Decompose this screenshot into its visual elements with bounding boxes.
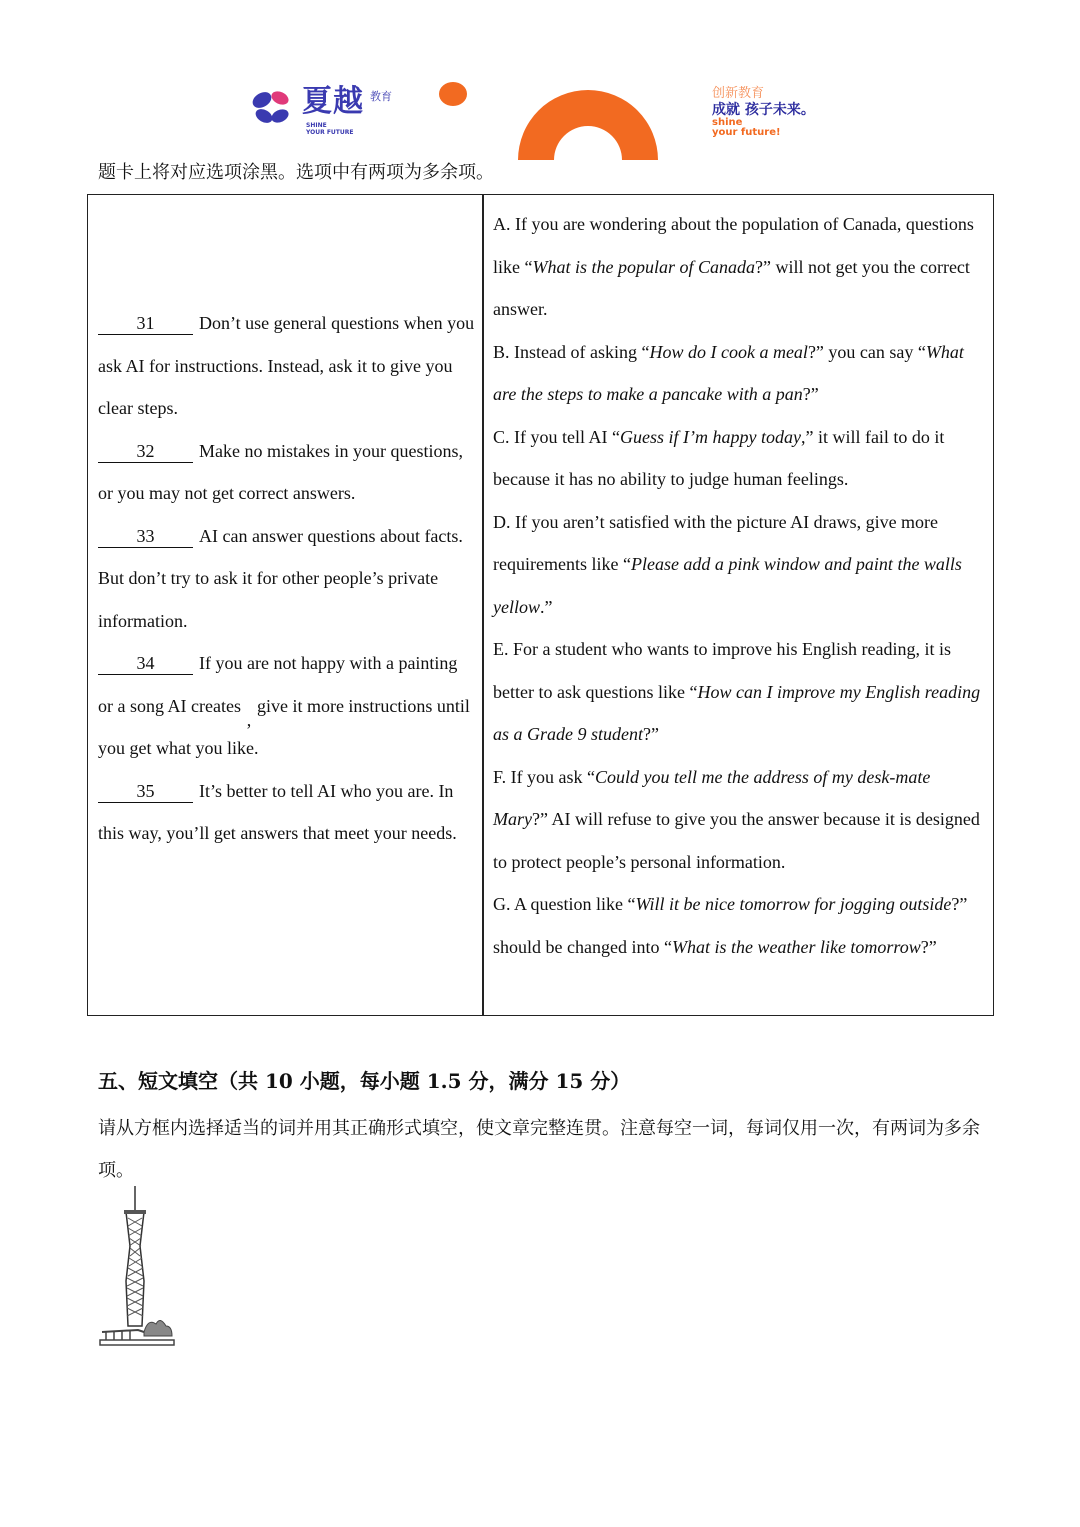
option-f [493,756,988,884]
option-a-pre: A. If you are wondering about the population of Canada, questions like “ [493,214,974,277]
section-5-instructions: 请从方框内选择适当的词并用其正确形式填空，使文章完整连贯。注意每空一词，每词仅用一次，有两词为多余项。 [98,1118,980,1181]
question-33-text: AI can answer questions about facts. But don’t try to ask it for other people’s private information. [98,525,463,631]
option-g-mid: ?” should be changed into “ [493,894,968,957]
option-d-example: Please add a pink window and paint the walls yellow [493,554,962,617]
option-b [493,331,988,416]
matching-table [87,194,994,1016]
answer-blank-32[interactable]: 32 [98,440,193,463]
option-e-post: ?” [643,724,659,744]
option-g-example-1: Will it be nice tomorrow for jogging outside [635,894,952,914]
questions-column [98,302,476,855]
option-b-example-2: What are the steps to make a pancake with a pan [493,341,964,404]
answer-blank-34[interactable]: 34 [98,652,193,675]
question-32-text: Make no mistakes in your questions, or you may not get correct answers. [98,440,463,503]
brand-tagline-line1: SHINE [306,122,327,129]
option-g-example-2: What is the weather like tomorrow [671,936,921,957]
option-f-pre: F. If you ask “ [493,766,596,787]
section-5-title: 五、短文填空（共 10 小题，每小题 1.5 分，满分 15 分） [98,1069,631,1093]
slogan-line4: your future! [712,127,781,138]
canton-tower-icon [98,1186,178,1348]
option-b-pre: B. Instead of asking “ [493,341,650,362]
option-b-post: ?” [802,384,819,404]
question-34-text-a: If you are not happy with a painting or a song AI creates [98,653,458,716]
orange-arc-decoration [518,90,658,160]
option-g-pre: G. A question like “ [493,894,636,914]
option-b-example-1: How do I cook a meal [649,341,808,362]
option-e-example: How can I improve my English reading as a Grade 9 student [493,681,981,744]
brand-name: 夏越 [302,84,364,119]
orange-dot-decoration [439,82,467,106]
slogan-block [712,86,852,138]
option-a-example: What is the popular of Canada [532,256,755,277]
answer-blank-35[interactable]: 35 [98,780,193,803]
question-34-comma: , [246,709,252,730]
brand-logo [250,84,400,140]
answer-blank-31[interactable]: 31 [98,312,193,335]
option-b-mid: ?” you can say “ [807,341,926,362]
option-e-pre: E. For a student who wants to improve his English reading, it is better to ask questions like “ [493,639,951,702]
brand-tagline [306,122,353,136]
option-c-example: Guess if I’m happy today [619,426,801,447]
page-header [0,0,1080,155]
question-32 [98,430,476,515]
options-column [493,203,988,968]
question-33 [98,515,476,643]
instruction-tail: 题卡上将对应选项涂黑。选项中有两项为多余项。 [98,162,494,183]
option-a-post: ?” will not get you the correct answer. [493,256,970,319]
question-34 [98,642,476,770]
option-f-post: ?” AI will refuse to give you the answer because it is designed to protect people’s personal information. [493,809,980,872]
option-a [493,203,988,331]
option-d [493,501,988,629]
flower-logo-icon [250,88,294,128]
option-c-post: ,” it will fail to do it because it has no ability to judge human feelings. [493,426,945,489]
question-35 [98,770,476,855]
option-d-post: .” [540,596,553,617]
answer-blank-33[interactable]: 33 [98,525,193,548]
question-31-text: Don’t use general questions when you ask AI for instructions. Instead, ask it to give you clear steps. [98,313,475,418]
option-f-example: Could you tell me the address of my desk-mate Mary [493,766,931,829]
slogan-line1: 创新教育 [712,86,765,101]
question-34-text-b: give it more instructions until you get what you like. [98,695,470,758]
option-g [493,883,988,968]
column-divider [482,195,484,1015]
question-31 [98,302,476,430]
option-c [493,416,988,501]
option-c-pre: C. If you tell AI “ [493,426,620,447]
brand-edu-label: 教育 [370,90,392,103]
slogan-line2: 成就 孩子未来。 [712,102,815,118]
slogan-line3: shine [712,117,743,128]
option-g-post: ?” [920,936,937,957]
question-35-text: It’s better to tell AI who you are. In this way, you’ll get answers that meet your needs. [98,780,457,843]
brand-tagline-line2: YOUR FUTURE [306,129,354,136]
option-d-pre: D. If you aren’t satisfied with the picture AI draws, give more requirements like “ [493,511,939,574]
option-e [493,628,988,756]
